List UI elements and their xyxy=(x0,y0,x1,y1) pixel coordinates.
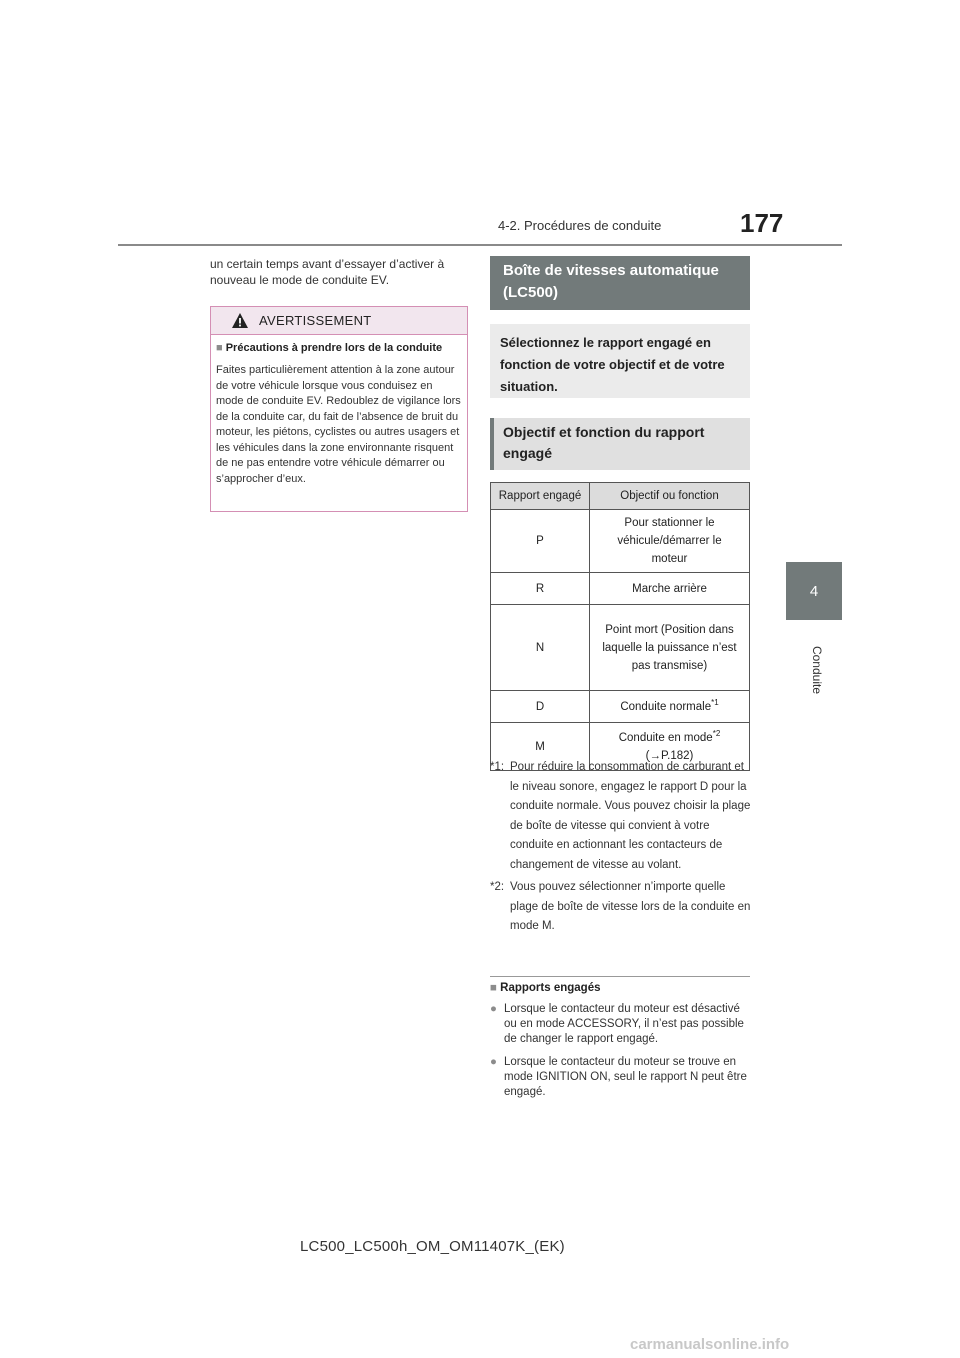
gear-cell: D xyxy=(491,691,590,723)
gear-cell: M xyxy=(491,723,590,771)
subsection-title-text: Objectif et fonction du rapport engagé xyxy=(503,424,705,461)
circle-bullet-icon: ● xyxy=(490,1003,497,1015)
function-cell xyxy=(590,691,750,723)
table-header-gear: Rapport engagé xyxy=(491,483,590,510)
table-row xyxy=(491,510,750,573)
subsection-accent-bar xyxy=(490,418,494,470)
warning-body: Faites particulièrement attention à la zone autour de votre véhicule lorsque vous conduisez en mode de conduite EV. Redoublez de vigilance lors de la conduite car, du fait de l’absence de bruit du moteur, les piétons, cyclistes ou autres usagers et les véhicules dans la zone environnante risquent de ne pas entendre votre véhicule démarrer ou s’approcher d’eux. xyxy=(216,364,461,485)
section-summary: Sélectionnez le rapport engagé en fonction de votre objectif et de votre situation. xyxy=(490,324,750,398)
rapports-title-text: Rapports engagés xyxy=(500,982,601,994)
gear-cell: P xyxy=(491,510,590,573)
footnote-text: Vous pouvez sélectionner n’importe quelle plage de boîte de vitesse lors de la conduite en mode M. xyxy=(510,881,751,932)
warning-box xyxy=(210,306,468,512)
square-bullet-icon: ■ xyxy=(490,982,497,994)
header-divider xyxy=(118,244,842,246)
page-reference-link[interactable]: (→P.182) xyxy=(645,749,694,762)
table-row xyxy=(491,573,750,605)
intro-paragraph: un certain temps avant d’essayer d’activer à nouveau le mode de conduite EV. xyxy=(210,257,445,287)
section-divider xyxy=(490,976,750,977)
footnote-ref: *2 xyxy=(712,728,721,738)
list-item-text: Lorsque le contacteur du moteur se trouve en mode IGNITION ON, seul le rapport N peut être engagé. xyxy=(504,1056,747,1098)
warning-triangle-icon xyxy=(231,312,249,330)
table-row xyxy=(491,691,750,723)
table-header-row xyxy=(491,483,750,510)
function-cell: Point mort (Position dans laquelle la puissance n’est pas transmise) xyxy=(590,605,750,691)
circle-bullet-icon: ● xyxy=(490,1056,497,1068)
watermark: carmanualsonline.info xyxy=(630,1336,790,1353)
page-number: 177 xyxy=(740,208,784,238)
section-title: Boîte de vitesses automatique (LC500) xyxy=(490,256,750,310)
footnote xyxy=(490,878,752,937)
warning-subtitle xyxy=(216,342,442,354)
footnote-ref: *1 xyxy=(711,697,719,707)
document-code: LC500_LC500h_OM_OM11407K_(EK) xyxy=(300,1238,565,1255)
list-item-text: Lorsque le contacteur du moteur est désactivé ou en mode ACCESSORY, il n’est pas possible de changer le rapport engagé. xyxy=(504,1003,744,1045)
function-text: Conduite en mode xyxy=(618,731,713,744)
footnote-mark: *2: xyxy=(490,881,505,893)
list-item xyxy=(490,1055,752,1100)
warning-title: AVERTISSEMENT xyxy=(259,313,372,328)
table-header-function: Objectif ou fonction xyxy=(590,483,750,510)
table-row xyxy=(491,605,750,691)
footnote-mark: *1: xyxy=(490,761,505,773)
rapports-title xyxy=(490,982,752,994)
subsection-title xyxy=(490,418,750,470)
list-item xyxy=(490,1002,752,1047)
function-text: Conduite normale xyxy=(620,700,712,713)
chapter-tab xyxy=(786,562,842,620)
gear-cell: R xyxy=(491,573,590,605)
gear-cell: N xyxy=(491,605,590,691)
function-cell: Pour stationner le véhicule/démarrer le moteur xyxy=(590,510,750,573)
rapports-section xyxy=(490,982,752,1108)
chapter-number: 4 xyxy=(809,582,819,600)
chapter-label: Conduite xyxy=(810,645,824,695)
footnotes xyxy=(490,758,752,940)
warning-header xyxy=(211,307,467,335)
square-bullet-icon: ■ xyxy=(216,342,223,354)
section-reference: 4-2. Procédures de conduite xyxy=(498,218,662,233)
warning-subtitle-text: Précautions à prendre lors de la conduite xyxy=(225,342,443,354)
footnote xyxy=(490,758,752,875)
gear-table xyxy=(490,482,750,771)
footnote-text: Pour réduire la consommation de carburant et le niveau sonore, engagez le rapport D pour la conduite normale. Vous pouvez choisir la plage de boîte de vitesse qui convient à votre conduite en actionnant les contacteurs de changement de vitesse au volant. xyxy=(510,761,751,871)
function-cell: Marche arrière xyxy=(590,573,750,605)
